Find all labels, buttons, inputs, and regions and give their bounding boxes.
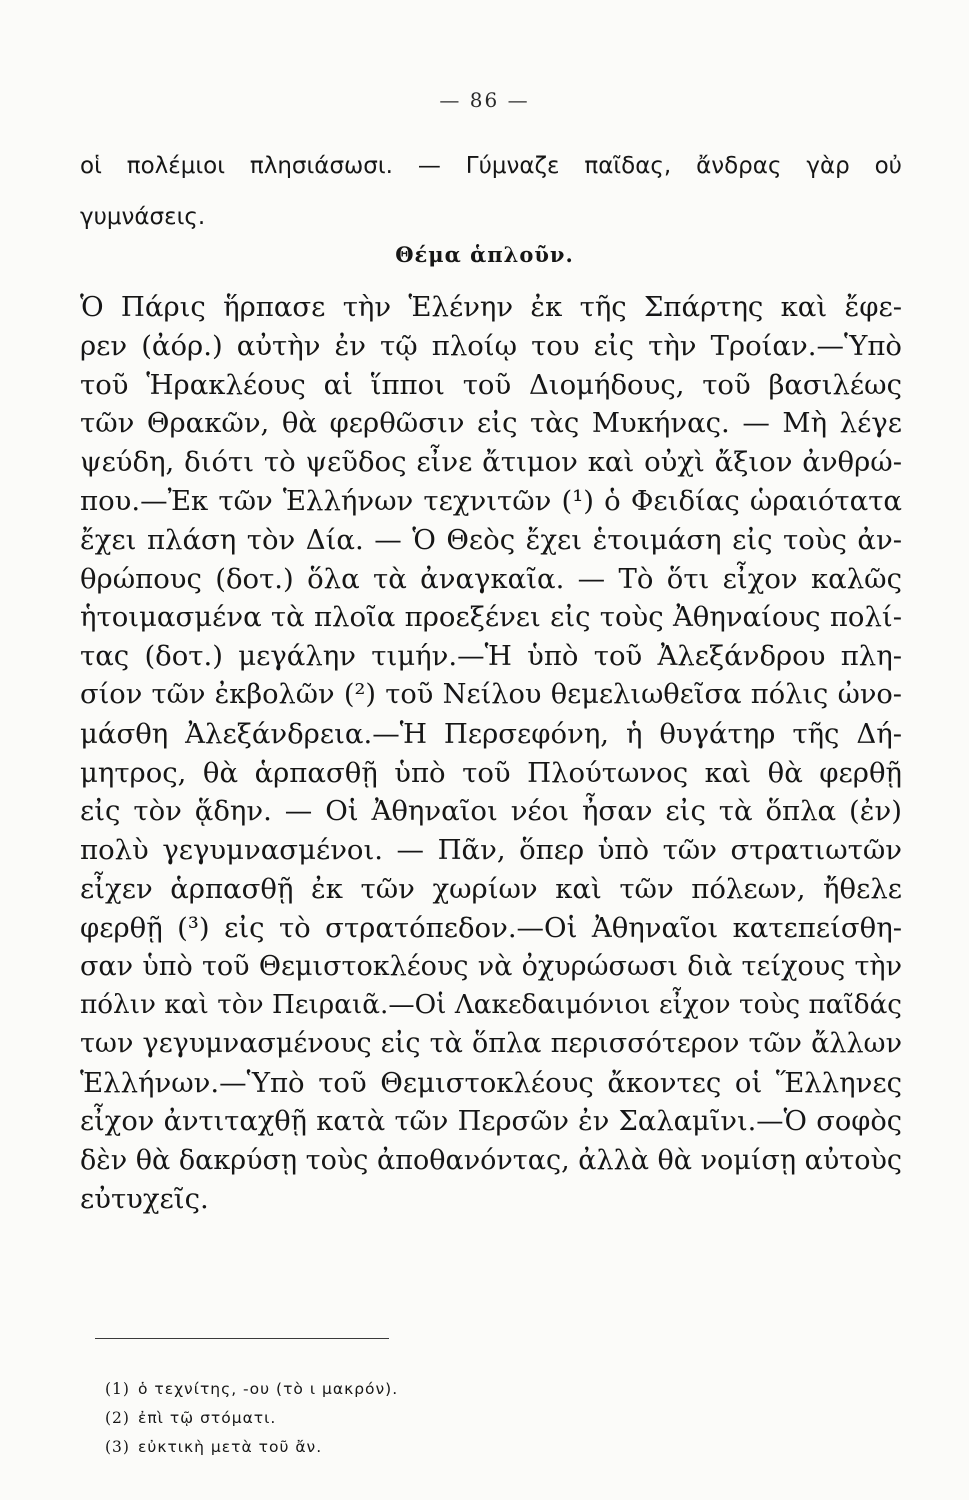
text-line: εἶχον ἀντιταχθῇ κατὰ τῶν Περσῶν ἐν Σαλαμῖνι.—Ὁ σοφὸς: [80, 1105, 902, 1137]
footnote-number: (3): [105, 1438, 130, 1456]
footnote-text: ὁ τεχνίτης, -ου (τὸ ι μακρόν).: [137, 1380, 399, 1398]
footnote: [105, 1404, 605, 1433]
text-line: πολὺ γεγυμνασμένοι. — Πᾶν, ὅπερ ὑπὸ τῶν στρατιωτῶν: [80, 834, 902, 867]
text-line: δὲν θὰ δακρύσῃ τοὺς ἀποθανόντας, ἀλλὰ θὰ νομίσῃ αὐτοὺς: [80, 1144, 902, 1176]
text-line: τας (δοτ.) μεγάλην τιμήν.—Ἡ ὑπὸ τοῦ Ἀλεξάνδρου πλη-: [80, 640, 902, 673]
text-line: θρώπους (δοτ.) ὅλα τὰ ἀναγκαῖα. — Τὸ ὅτι εἶχον καλῶς: [80, 562, 902, 595]
text-line: γυμνάσεις.: [80, 204, 206, 230]
text-line: ἔχει πλάση τὸν Δία. — Ὁ Θεὸς ἔχει ἑτοιμάση εἰς τοὺς ἀν-: [80, 523, 902, 556]
text-line: εἰς τὸν ᾅδην. — Οἱ Ἀθηναῖοι νέοι ἦσαν εἰς τὰ ὅπλα (ἐν): [80, 795, 902, 828]
text-line: Ἑλλήνων.—Ὑπὸ τοῦ Θεμιστοκλέους ἄκοντες οἱ Ἕλληνες: [80, 1066, 902, 1099]
text-line: ψεύδη, διότι τὸ ψεῦδος εἶνε ἄτιμον καὶ οὐχὶ ἄξιον ἀνθρώ-: [80, 446, 902, 479]
section-title: Θέμα ἁπλοῦν.: [395, 242, 574, 267]
text-line: τῶν Θρακῶν, θὰ φερθῶσιν εἰς τὰς Μυκήνας. — Μὴ λέγε: [80, 407, 902, 440]
footnote-divider: [95, 1338, 389, 1339]
page-number: — 86 —: [439, 88, 530, 112]
exercise-paragraph: [80, 288, 902, 1219]
text-line: σαν ὑπὸ τοῦ Θεμιστοκλέους νὰ ὀχυρώσωσι διὰ τείχους τὴν: [80, 950, 902, 982]
text-line: τοῦ Ἡρακλέους αἱ ἵπποι τοῦ Διομήδους, τοῦ βασιλέως: [80, 368, 902, 401]
footnotes: [105, 1375, 605, 1462]
text-line: που.—Ἐκ τῶν Ἑλλήνων τεχνιτῶν (¹) ὁ Φειδίας ὡραιότατα: [80, 484, 902, 517]
text-line: ἡτοιμασμένα τὰ πλοῖα προεξένει εἰς τοὺς Ἀθηναίους πολί-: [80, 601, 902, 634]
footnote-text: ἐπὶ τῷ στόματι.: [137, 1409, 277, 1427]
intro-paragraph: [80, 141, 902, 243]
text-line: των γεγυμνασμένους εἰς τὰ ὅπλα περισσότερον τῶν ἄλλων: [80, 1028, 902, 1060]
text-line: Ὁ Πάρις ἥρπασε τὴν Ἑλένην ἐκ τῆς Σπάρτης καὶ ἔφε-: [80, 291, 902, 323]
text-line: πόλιν καὶ τὸν Πειραιᾶ.—Οἱ Λακεδαιμόνιοι εἶχον τοὺς παῖδάς: [80, 990, 902, 1021]
footnote: [105, 1433, 605, 1462]
text-line: φερθῇ (³) εἰς τὸ στρατόπεδον.—Οἱ Ἀθηναῖοι κατεπείσθη-: [80, 911, 902, 944]
text-line: εἶχεν ἁρπασθῇ ἐκ τῶν χωρίων καὶ τῶν πόλεων, ἤθελε: [80, 872, 902, 905]
text-line: εὐτυχεῖς.: [80, 1183, 209, 1216]
text-line: μητρος, θὰ ἁρπασθῇ ὑπὸ τοῦ Πλούτωνος καὶ θὰ φερθῇ: [80, 756, 902, 789]
text-line: μάσθη Ἀλεξάνδρεια.—Ἡ Περσεφόνη, ἡ θυγάτηρ τῆς Δή-: [80, 717, 902, 750]
text-line: οἱ πολέμιοι πλησιάσωσι. — Γύμναζε παῖδας, ἄνδρας γὰρ οὐ: [80, 153, 902, 179]
footnote-number: (1): [105, 1380, 130, 1398]
footnote-number: (2): [105, 1409, 130, 1427]
text-line: σίον τῶν ἐκβολῶν (²) τοῦ Νείλου θεμελιωθεῖσα πόλις ὠνο-: [80, 678, 902, 710]
text-line: ρεν (ἀόρ.) αὐτὴν ἐν τῷ πλοίῳ του εἰς τὴν Τροίαν.—Ὑπὸ: [80, 329, 902, 362]
footnote: [105, 1375, 605, 1404]
footnote-text: εὐκτικὴ μετὰ τοῦ ἄν.: [137, 1438, 323, 1456]
